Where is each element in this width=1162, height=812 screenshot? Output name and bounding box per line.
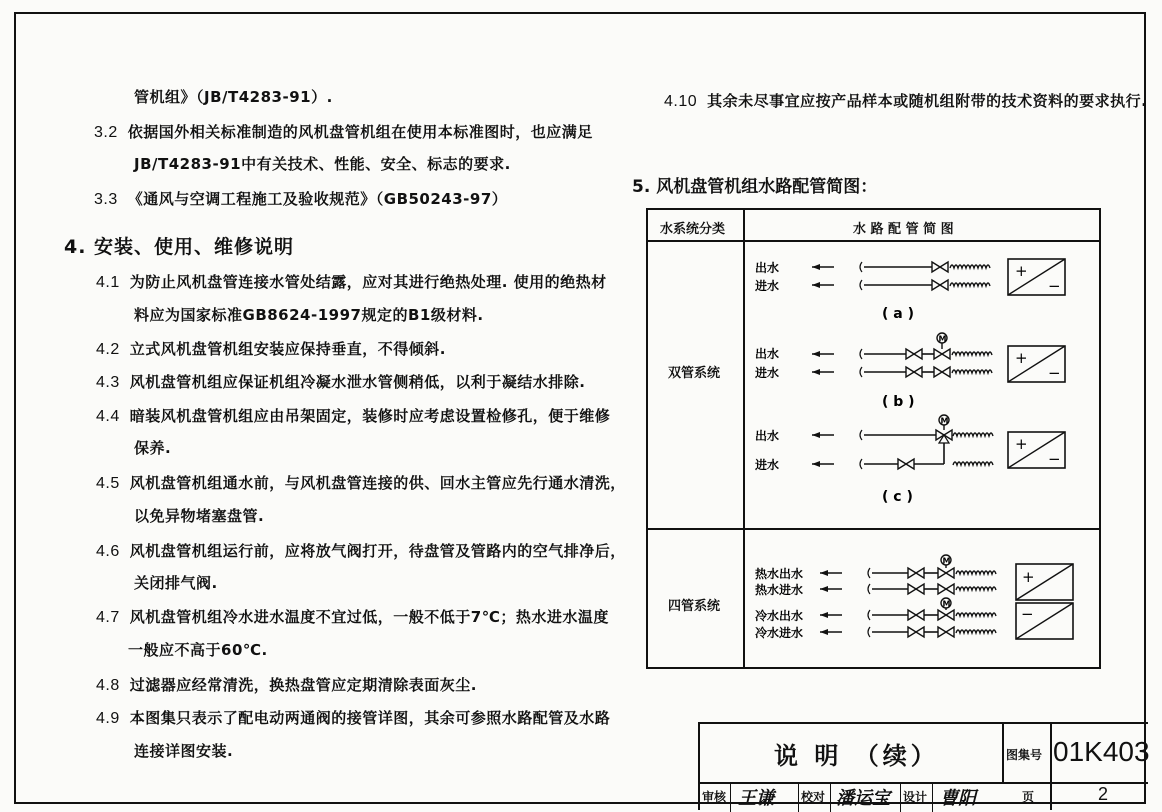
item-number: 4.10 <box>664 93 698 110</box>
minus-sign: − <box>1048 277 1061 295</box>
title-block-vline <box>900 782 901 812</box>
row1-label: 双管系统 <box>668 366 721 381</box>
title-block <box>698 722 1148 810</box>
diagram-c <box>754 415 1065 505</box>
item-number: 4.4 <box>96 408 120 425</box>
plus-sign: + <box>1015 349 1028 367</box>
motor-valve-label: M <box>940 416 949 426</box>
title-block-vline <box>1050 724 1052 810</box>
minus-sign: − <box>1048 450 1061 468</box>
design-signature: 曹阳 <box>940 788 976 809</box>
plus-sign: + <box>1022 568 1035 586</box>
atlas-number: 01K403 <box>1053 736 1150 767</box>
title-block-vline <box>730 782 731 812</box>
page-label: 页 <box>1022 790 1035 804</box>
item-number: 4.1 <box>96 274 120 291</box>
review-label: 审核 <box>702 790 727 804</box>
title-block-vline <box>798 782 799 812</box>
motor-valve-label: M <box>938 334 947 344</box>
motor-valve-label: M <box>942 556 951 566</box>
plus-sign: + <box>1015 435 1028 453</box>
item-text: 《通风与空调工程施工及验收规范》（GB50243-97） <box>127 190 508 208</box>
item-text: 过滤器应经常清洗，换热盘管应定期清除表面灰尘. <box>129 676 477 694</box>
diagram-a <box>754 259 1065 322</box>
item-number: 4.3 <box>96 374 120 391</box>
item-number: 3.3 <box>94 191 118 208</box>
section-5-heading: 5. 风机盘管机组水路配管简图： <box>632 177 878 197</box>
caption-a: ( a ) <box>882 306 914 322</box>
col2-header: 水 路 配 管 简 图 <box>853 222 954 237</box>
item-text: 暗装风机盘管机组应由吊架固定，装修时应考虑设置检修孔，便于维修 <box>129 407 611 425</box>
minus-sign: − <box>1021 605 1034 623</box>
item-text: 风机盘管机组冷水进水温度不宜过低，一般不低于7℃；热水进水温度 <box>129 608 609 626</box>
title-block-vline <box>932 782 933 812</box>
line-3-1-tail: 管机组》（JB/T4283-91）. <box>134 88 333 106</box>
diagram-b <box>754 333 1065 410</box>
item-number: 4.2 <box>96 341 120 358</box>
hot-out-label: 热水出水 <box>755 567 804 581</box>
item-text: 本图集只表示了配电动两通阀的接管详图，其余可参照水路配管及水路 <box>129 709 611 727</box>
item-4-4-line2: 保养. <box>134 439 172 457</box>
title-block-vline <box>830 782 831 812</box>
item-text: 风机盘管机组应保证机组冷凝水泄水管侧稍低，以利于凝结水排除. <box>129 373 586 391</box>
inlet-label: 进水 <box>755 366 780 380</box>
caption-b: ( b ) <box>882 394 915 410</box>
item-text: 风机盘管机组通水前，与风机盘管连接的供、回水主管应先行通水清洗， <box>129 474 626 492</box>
title-block-vline <box>1002 724 1004 782</box>
item-text: 立式风机盘管机组安装应保持垂直，不得倾斜. <box>129 340 446 358</box>
item-4-1-line2: 料应为国家标准GB8624-1997规定的B1级材料. <box>134 306 484 324</box>
cold-in-label: 冷水进水 <box>755 626 804 640</box>
minus-sign: − <box>1048 364 1061 382</box>
plus-sign: + <box>1015 262 1028 280</box>
item-text: 其余未尽事宜应按产品样本或随机组附带的技术资料的要求执行. <box>707 92 1148 110</box>
item-number: 4.5 <box>96 475 120 492</box>
cold-out-label: 冷水出水 <box>755 609 804 623</box>
check-signature: 潘运宝 <box>836 788 890 809</box>
row2-label: 四管系统 <box>668 599 721 614</box>
outlet-label: 出水 <box>755 429 780 443</box>
caption-c: ( c ) <box>882 489 913 505</box>
item-number: 4.9 <box>96 710 120 727</box>
drawing-title: 说 明 （续） <box>774 742 939 770</box>
item-number: 4.7 <box>96 609 120 626</box>
check-label: 校对 <box>801 790 826 804</box>
inlet-label: 进水 <box>755 279 780 293</box>
review-signature: 王谦 <box>738 788 774 809</box>
diagram-four-pipe <box>755 555 1073 640</box>
item-3-2-line2: JB/T4283-91中有关技术、性能、安全、标志的要求. <box>134 155 511 173</box>
item-4-7-line2: 一般应不高于60℃. <box>128 641 268 659</box>
item-text: 风机盘管机组运行前，应将放气阀打开，待盘管及管路内的空气排净后， <box>129 542 626 560</box>
motor-valve-label: M <box>942 599 951 609</box>
page-number: 2 <box>1098 784 1109 804</box>
col1-header: 水系统分类 <box>660 222 726 237</box>
hot-in-label: 热水进水 <box>755 583 804 597</box>
item-number: 4.6 <box>96 543 120 560</box>
item-text: 依据国外相关标准制造的风机盘管机组在使用本标准图时，也应满足 <box>127 123 593 141</box>
design-label: 设计 <box>903 790 928 804</box>
item-number: 4.8 <box>96 677 120 694</box>
outlet-label: 出水 <box>755 261 780 275</box>
item-text: 为防止风机盘管连接水管处结露，应对其进行绝热处理. 使用的绝热材 <box>129 273 607 291</box>
item-4-9-line2: 连接详图安装. <box>134 742 234 760</box>
item-number: 3.2 <box>94 124 118 141</box>
atlas-number-label: 图集号 <box>1006 748 1043 762</box>
outlet-label: 出水 <box>755 347 780 361</box>
item-4-6-line2: 关闭排气阀. <box>134 574 218 592</box>
inlet-label: 进水 <box>755 458 780 472</box>
item-4-5-line2: 以免异物堵塞盘管. <box>134 507 265 525</box>
section-4-heading: 4. 安装、使用、维修说明 <box>64 236 295 258</box>
